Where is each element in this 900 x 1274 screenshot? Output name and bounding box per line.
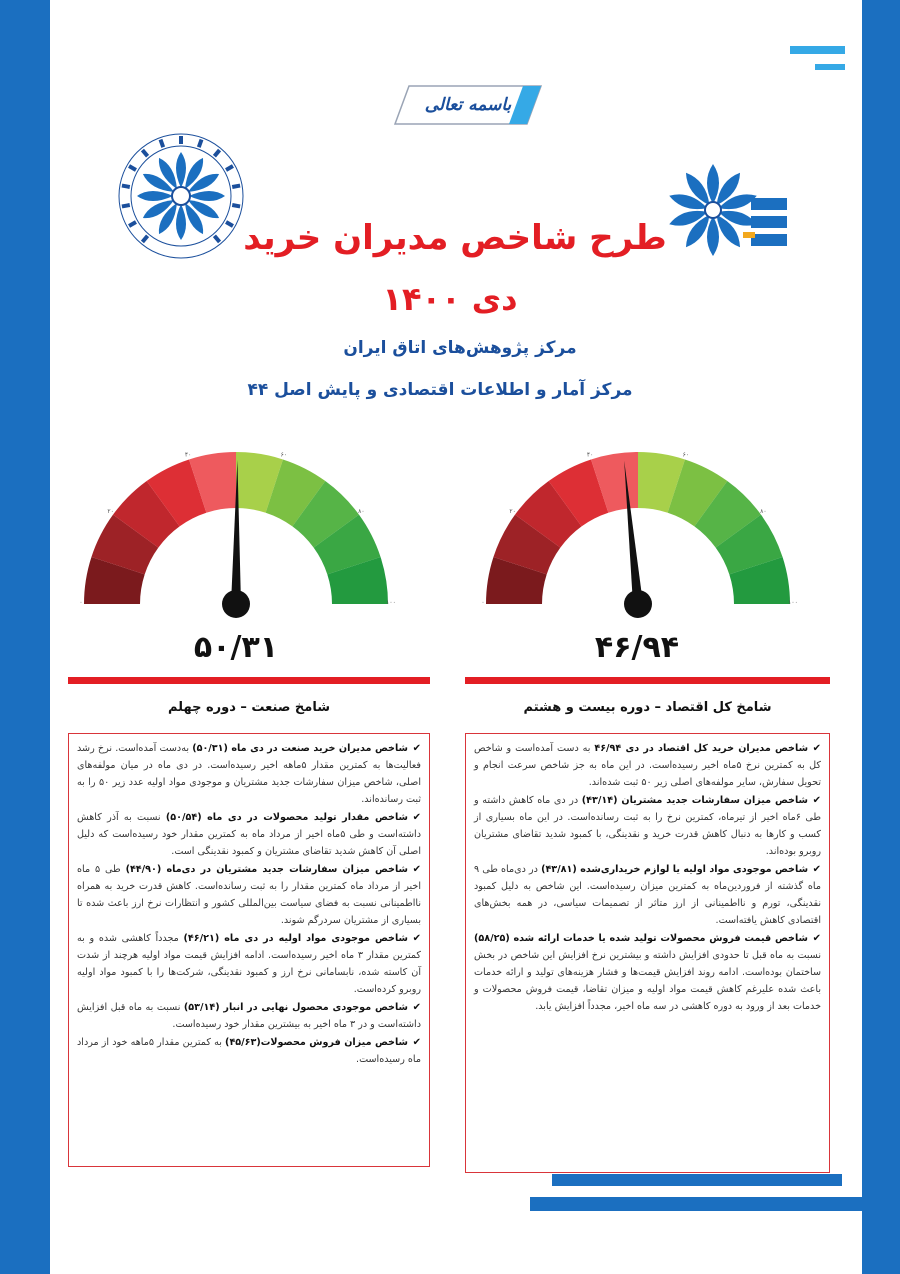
check-icon: ✔ <box>812 795 821 806</box>
gauge-tick-label: ۴۰ <box>184 451 192 459</box>
industry-section-heading: شامخ صنعت – دوره چهلم <box>167 700 331 715</box>
economy-pmi-gauge <box>481 451 798 622</box>
gauge-hub <box>624 590 652 618</box>
check-icon: ✔ <box>412 1037 421 1048</box>
organization-line-1: مرکز پژوهش‌های اتاق ایران <box>343 338 577 358</box>
check-icon: ✔ <box>812 933 821 944</box>
gauge-tick-label: ۱۰۰ <box>788 599 798 606</box>
finding-text: نسبت به آذر کاهش داشته‌است و طی ۵ماه اخیر از مرداد ماه به کمترین مقدار خود رسیده‌است که دلیل اصلی آن کاهش شدید تقاضای مشتریان و کمبود نقدینگی است. <box>77 812 421 857</box>
finding-text: نسبت به ماه قبل تا حدودی افزایش داشته و بیشترین نرخ افزایش این شاخص در بخش ساختمان بوده‌است. ادامه روند افزایش قیمت‌ها و فشار هزینه‌های تولید و ارائه خدمات باعث شده علیرغم کاهش قیمت مواد اولیه و میزان تقاضا، قیمت فروش محصولات و خدمات بعد از ورود به دوره کاهشی در سه ماه اخیر، مجدداً افزایش یابد. <box>474 950 821 1012</box>
gauge-chart <box>481 451 798 622</box>
check-icon: ✔ <box>812 743 822 754</box>
section-divider <box>68 677 430 684</box>
finding-item <box>77 809 421 860</box>
gauge-tick-label: ۰ <box>79 599 83 606</box>
finding-lead: شاخص مقدار تولید محصولات در دی ماه (۵۰/۵۴) <box>165 812 408 823</box>
industry-pmi-gauge <box>79 451 396 622</box>
check-icon: ✔ <box>412 743 421 754</box>
finding-lead: شاخص مدیران خرید کل اقتصاد در دی ۴۶/۹۴ <box>594 743 809 754</box>
industry-pmi-value: ۵۰/۳۱ <box>193 630 279 665</box>
report-title: طرح شاخص مدیران خرید <box>243 218 667 258</box>
finding-text: به‌دست آمده‌است. نرخ رشد فعالیت‌ها به کمترین مقدار ۵ماهه اخیر رسیده‌است. در دی ماه در میان مولفه‌های اصلی، شاخص میزان سفارشات جدید مشتریان و موجودی مواد اولیه عدد زیر ۵۰ را به ثبت رسانده‌اند. <box>77 743 421 805</box>
finding-text: مجدداً کاهشی شده و به کمترین مقدار ۳ ماه اخیر رسیده‌است. ادامه افزایش قیمت مواد اولیه هرچند از شدت آن کاسته شده، نابسامانی نرخ ارز و کمبود نقدینگی، شرکت‌ها را با کمبود مواد اولیه روبرو کرده‌است. <box>77 933 422 995</box>
finding-lead: شاخص مدیران خرید صنعت در دی ماه (۵۰/۳۱) <box>192 743 408 754</box>
gauge-chart <box>79 451 396 622</box>
gauge-tick-label: ۶۰ <box>280 451 288 459</box>
left-blue-border <box>0 0 50 1274</box>
finding-item <box>474 740 821 791</box>
gauge-tick-label: ۰ <box>481 599 485 606</box>
check-icon: ✔ <box>412 864 421 875</box>
economy-section-heading: شامخ کل اقتصاد – دوره بیست و هشتم <box>523 700 772 715</box>
finding-item <box>77 1034 421 1068</box>
finding-item <box>77 930 421 998</box>
finding-item <box>474 861 821 929</box>
economy-pmi-value: ۴۶/۹۴ <box>594 630 680 665</box>
footer-accent <box>530 1197 862 1211</box>
pmi-emblem-icon <box>665 158 795 266</box>
finding-lead: شاخص موجودی محصول نهایی در انبار (۵۳/۱۴) <box>183 1002 408 1013</box>
finding-text: طی ۵ ماه اخیر از مرداد ماه کمترین مقدار را به ثبت رسانده‌است. کاهش قدرت خرید به همراه نااطمینانی نسبت به فضای سیاست بین‌المللی کشور و انتظارات نرخ ارز باعث شده تا بسیاری از مشتریان سردرگم شوند. <box>77 864 421 926</box>
organization-line-2: مرکز آمار و اطلاعات اقتصادی و پایش اصل ۴۴ <box>247 380 633 400</box>
pmi-logo <box>665 158 795 266</box>
basmala-text: باسمه تعالی <box>424 95 512 115</box>
finding-item <box>77 861 421 929</box>
check-icon: ✔ <box>412 933 421 944</box>
finding-text: به دست آمده‌است و شاخص کل به کمترین نرخ ۵ماه اخیر رسیده‌است. در این ماه به جز شاخص سرعت انجام و تحویل سفارش، سایر مولفه‌های اصلی زیر ۵۰ ثبت شده‌اند. <box>474 743 821 788</box>
accent-line <box>815 64 845 70</box>
gauge-tick-label: ۱۰۰ <box>386 599 396 606</box>
report-date: دی ۱۴۰۰ <box>382 280 518 318</box>
gauge-tick-label: ۴۰ <box>586 451 594 459</box>
finding-lead: شاخص قیمت فروش محصولات تولید شده یا خدمات ارائه شده (۵۸/۲۵) <box>474 933 808 944</box>
finding-lead: شاخص موجودی مواد اولیه در دی ماه (۴۶/۲۱) <box>183 933 408 944</box>
gauge-tick-label: ۸۰ <box>358 507 365 515</box>
finding-item <box>474 930 821 1015</box>
finding-item <box>474 792 821 860</box>
finding-text: نسبت به ماه قبل افزایش داشته‌است و در ۳ ماه اخیر به بیشترین مقدار خود رسیده‌است. <box>77 1002 421 1030</box>
gauge-hub <box>222 590 250 618</box>
economy-findings-box <box>465 733 830 1173</box>
finding-item <box>77 999 421 1033</box>
right-white-strip <box>848 0 862 1274</box>
finding-item <box>77 740 421 808</box>
basmala-badge <box>395 84 541 126</box>
finding-lead: شاخص میزان فروش محصولات(۴۵/۶۳) <box>225 1037 408 1048</box>
finding-text: در دی ماه کاهش داشته و طی ۶ماه اخیر از تیرماه، کمترین نرخ را به ثبت رسانده‌است. در این ماه بسیاری از کسب و کارها به دنبال کاهش قدرت خرید و نقدینگی، با کمبود شدید تقاضای مشتریان روبرو بوده‌اند. <box>474 795 821 857</box>
industry-findings-box <box>68 733 430 1167</box>
footer-accent <box>552 1174 842 1186</box>
finding-lead: شاخص میزان سفارشات جدید مشتریان (۴۳/۱۴) <box>581 795 808 806</box>
gauge-tick-label: ۶۰ <box>682 451 690 459</box>
finding-text: به کمترین مقدار ۵ماهه خود از مرداد ماه رسیده‌است. <box>77 1037 421 1065</box>
accent-line <box>790 46 845 54</box>
section-divider <box>465 677 830 684</box>
finding-lead: شاخص میزان سفارشات جدید مشتریان در دی‌ماه (۴۴/۹۰) <box>125 864 408 875</box>
finding-lead: شاخص موجودی مواد اولیه یا لوازم خریداری‌شده (۴۳/۸۱) <box>541 864 809 875</box>
gauge-tick-label: ۲۰ <box>107 507 114 515</box>
gauge-tick-label: ۸۰ <box>760 507 767 515</box>
right-blue-border <box>862 0 900 1274</box>
gauge-tick-label: ۲۰ <box>509 507 516 515</box>
check-icon: ✔ <box>812 864 822 875</box>
finding-text: در دی‌ماه طی ۹ ماه گذشته از فروردین‌ماه به کمترین میزان رسیده‌است. این شاخص به دلیل کمبود نقدینگی، تورم و نااطمینانی از ارز متاثر از تصمیمات سیاسی، در همه بخش‌های اقتصادی کاهش یافته‌است. <box>474 864 821 926</box>
check-icon: ✔ <box>412 812 421 823</box>
check-icon: ✔ <box>412 1002 421 1013</box>
